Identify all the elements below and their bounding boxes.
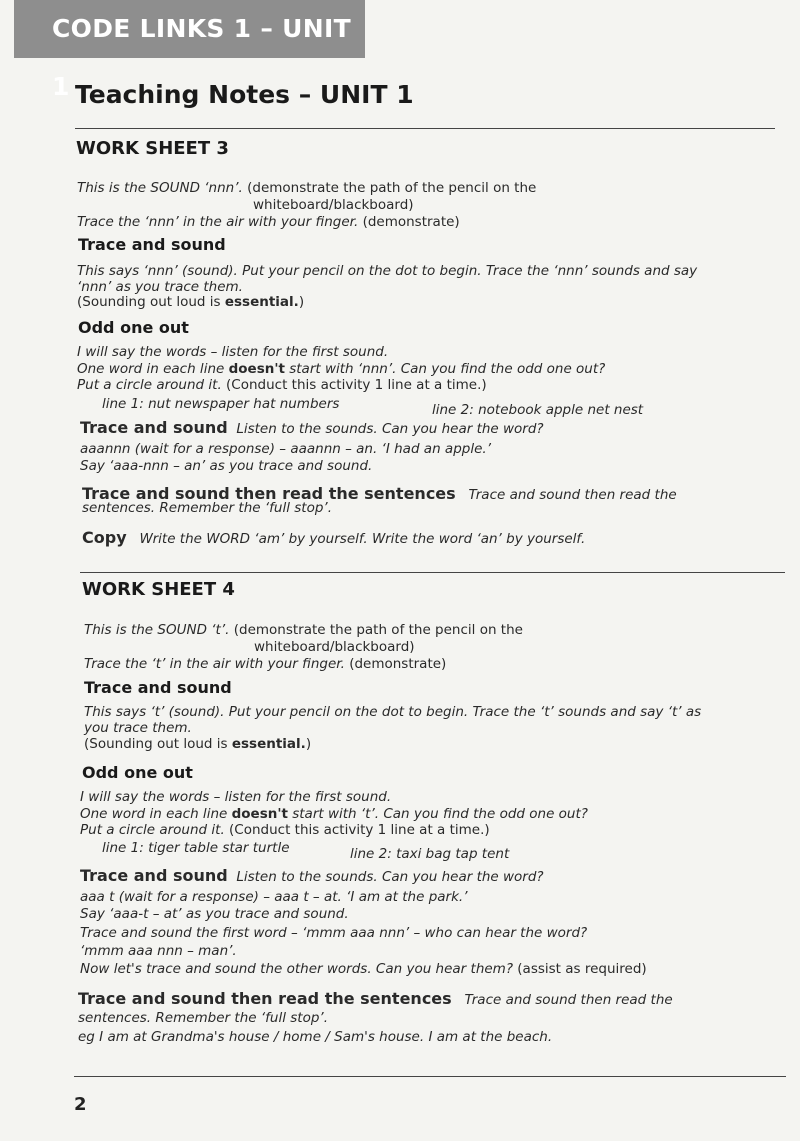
ws4-ts-line-3: Say ‘aaa-t – at’ as you trace and sound. [80,906,349,922]
ws3-intro-line-2: whiteboard/blackboard) [253,197,414,213]
ws4-trace-heading: Trace and sound [84,678,232,697]
ws4-intro-line-1: This is the SOUND ‘t’. (demonstrate the path of the pencil on the [84,622,523,638]
ws4-trace-line-1: This says ‘t’ (sound). Put your pencil on the dot to begin. Trace the ‘t’ sounds and say ‘t’ as [84,704,702,720]
ws3-tsr-line-1: Trace and sound then read the sentences Trace and sound then read the [82,484,677,503]
ws4-ts-heading: Trace and sound [80,866,228,885]
ws3-trace-line-1: This says ‘nnn’ (sound). Put your pencil on the dot to begin. Trace the ‘nnn’ sounds and say [77,263,698,279]
ws4-ts-line-1: Trace and sound Listen to the sounds. Can you hear the word? [80,866,544,885]
ws4-odd-line-3: Put a circle around it. (Conduct this activity 1 line at a time.) [80,822,490,838]
ws3-ts-line-3: Say ‘aaa-nnn – an’ as you trace and sound. [80,458,373,474]
ws3-trace-line-2: ‘nnn’ as you trace them. [77,279,243,295]
page-title: Teaching Notes – UNIT 1 [75,80,414,109]
ws3-odd-line-1: I will say the words – listen for the first sound. [77,344,389,360]
worksheet-4-heading: WORK SHEET 4 [82,579,235,600]
ws4-odd-heading: Odd one out [82,763,193,782]
ws3-intro-line-3: Trace the ‘nnn’ in the air with your finger. (demonstrate) [77,214,460,230]
ws3-copy-heading: Copy [82,528,127,547]
ws3-ts-line-1: Trace and sound Listen to the sounds. Can you hear the word? [80,418,544,437]
ws3-odd-words-line-2: line 2: notebook apple net nest [432,402,644,418]
ws4-ts-line-4: Trace and sound the first word – ‘mmm aaa nnn’ – who can hear the word? [80,925,588,941]
ws3-odd-line-3: Put a circle around it. (Conduct this activity 1 line at a time.) [77,377,487,393]
ws4-tsr-line-1: Trace and sound then read the sentences Trace and sound then read the [78,989,673,1008]
ws4-trace-line-3: (Sounding out loud is essential.) [84,736,312,752]
ws3-copy-line: Copy Write the WORD ‘am’ by yourself. Write the word ‘an’ by yourself. [82,528,586,547]
page-number: 2 [74,1094,87,1115]
ws4-tsr-line-3: eg I am at Grandma's house / home / Sam's house. I am at the beach. [78,1029,553,1045]
ws3-ts-line-2: aaannn (wait for a response) – aaannn – an. ‘I had an apple.’ [80,441,491,457]
ws3-trace-line-3: (Sounding out loud is essential.) [77,294,305,310]
ws4-intro-line-2: whiteboard/blackboard) [254,639,415,655]
worksheet-divider [80,572,785,573]
unit-banner: CODE LINKS 1 – UNIT 1 [14,0,365,58]
worksheet-3-heading: WORK SHEET 3 [76,138,229,159]
ws3-intro-line-1: This is the SOUND ‘nnn’. (demonstrate the path of the pencil on the [77,180,537,196]
ws3-odd-heading: Odd one out [78,318,189,337]
footer-divider [74,1076,786,1077]
ws3-odd-words-line-1: line 1: nut newspaper hat numbers [102,396,340,412]
ws4-intro-line-3: Trace the ‘t’ in the air with your finger. (demonstrate) [84,656,447,672]
ws4-odd-line-1: I will say the words – listen for the first sound. [80,789,392,805]
ws4-trace-line-2: you trace them. [84,720,192,736]
ws4-ts-line-5: ‘mmm aaa nnn – man’. [80,943,237,959]
ws4-odd-words-line-2: line 2: taxi bag tap tent [350,846,510,862]
ws3-tsr-line-2: sentences. Remember the ‘full stop’. [82,500,332,516]
ws3-odd-line-2: One word in each line doesn't start with ‘nnn’. Can you find the odd one out? [77,361,606,377]
ws4-ts-line-2: aaa t (wait for a response) – aaa t – at. ‘I am at the park.’ [80,889,468,905]
ws3-tsr-heading: Trace and sound then read the sentences [82,484,456,503]
ws3-trace-heading: Trace and sound [78,235,226,254]
ws3-ts-heading: Trace and sound [80,418,228,437]
ws4-ts-line-6: Now let's trace and sound the other words. Can you hear them? (assist as required) [80,961,647,977]
ws4-odd-words-line-1: line 1: tiger table star turtle [102,840,290,856]
title-divider [75,128,775,129]
ws4-tsr-line-2: sentences. Remember the ‘full stop’. [78,1010,328,1026]
ws4-odd-line-2: One word in each line doesn't start with ‘t’. Can you find the odd one out? [80,806,588,822]
ws4-tsr-heading: Trace and sound then read the sentences [78,989,452,1008]
